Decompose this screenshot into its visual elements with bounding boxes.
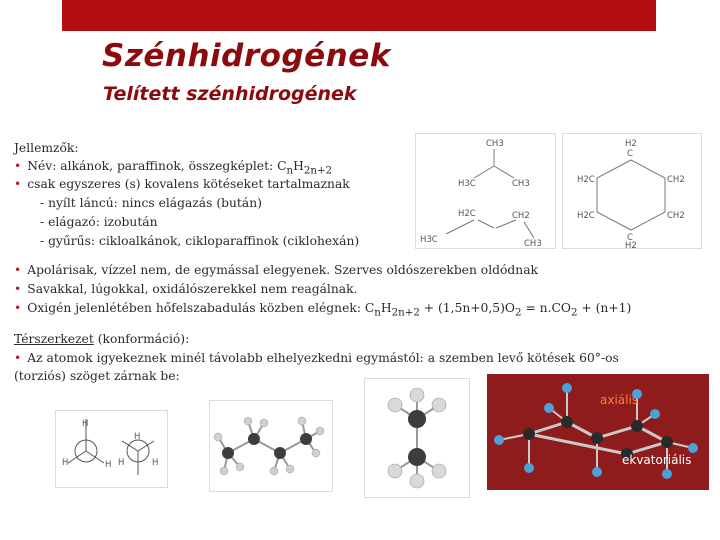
chem-label-h3c-bottom: H3C	[420, 235, 438, 245]
bullet-icon: •	[14, 301, 22, 315]
bullet-icon: •	[14, 177, 22, 191]
jellemzok-line-2: • csak egyszeres (s) kovalens kötéseket tartalmaznak	[14, 177, 350, 191]
prop-line-2: • Savakkal, lúgokkal, oxidálószerekkel nem reagálnak.	[14, 282, 358, 296]
butane-model-image	[209, 400, 333, 492]
svg-text:H: H	[152, 458, 159, 468]
prop-line-3: • Oxigén jelenlétében hőfelszabadulás közben elégnek: $C_nH_{2n+2} + (1,5n+0,5)O_2 = n.CO_2 + (n+1)$	[14, 301, 632, 319]
chem-label-h2c-left: H2C	[577, 175, 595, 185]
chem-label-h2c: H2C	[458, 209, 476, 219]
chem-label-ch3-right: CH3	[512, 179, 530, 189]
svg-text:H: H	[134, 432, 141, 442]
chem-label-ch3-top: CH3	[486, 139, 504, 149]
bullet-icon: •	[14, 351, 22, 365]
ekvatorialis-label: ekvatoriális	[622, 453, 692, 467]
axialis-label: axiális	[600, 393, 639, 407]
prop-line-1: • Apolárisak, vízzel nem, de egymással elegyenek. Szerves oldószerekben oldódnak	[14, 263, 538, 277]
chem-label-ch3-bottom: CH3	[524, 239, 542, 248]
bullet-icon: •	[14, 263, 22, 277]
chem-label-ch2-right: CH2	[667, 175, 685, 185]
chem-label-ch2: CH2	[512, 211, 530, 221]
butane-structure-image	[415, 133, 556, 249]
ethane-model-image	[364, 378, 470, 498]
bullet-icon: •	[14, 282, 22, 296]
svg-text:H: H	[62, 458, 69, 468]
page-title: Szénhidrogének	[102, 38, 391, 74]
jellemzok-heading: Jellemzők:	[14, 141, 79, 155]
svg-text:H: H	[105, 460, 112, 470]
cyclohexane-structure-image	[562, 133, 702, 249]
jellemzok-line-3: - nyílt láncú: nincs elágazás (bután)	[40, 196, 262, 210]
terszerkezet-line-1: • Az atomok igyekeznek minél távolabb elhelyezkedni egymástól: a szemben levő kötések 60°-os	[14, 351, 619, 365]
page-subtitle: Telített szénhidrogének	[103, 83, 357, 105]
chem-label-h2c-left2: H2C	[577, 211, 595, 221]
newman-h-label: H	[82, 419, 89, 429]
terszerkezet-heading: Térszerkezet (konformáció):	[14, 332, 190, 346]
jellemzok-line-1: • Név: alkánok, paraffinok, összegképlet: $C_nH_{2n+2}$	[14, 159, 333, 177]
jellemzok-line-5: - gyűrűs: cikloalkánok, cikloparaffinok (ciklohexán)	[40, 234, 360, 248]
chem-label-h2-bottom: H2	[625, 241, 637, 248]
jellemzok-line-4: - elágazó: izobután	[40, 215, 158, 229]
terszerkezet-line-2: (torziós) szöget zárnak be:	[14, 369, 180, 383]
bullet-icon: •	[14, 159, 22, 173]
svg-text:H: H	[118, 458, 125, 468]
chem-label-h3c: H3C	[458, 179, 476, 189]
chem-label-ch2-right2: CH2	[667, 211, 685, 221]
newman-projection-image	[55, 410, 168, 488]
chem-label-h2-top: H2	[625, 139, 637, 149]
chem-label-c-top: C	[627, 149, 633, 159]
cyclohexane-chair-image	[487, 374, 709, 490]
top-accent-bar	[62, 0, 656, 31]
chem-label-c-bottom: C	[627, 233, 633, 243]
